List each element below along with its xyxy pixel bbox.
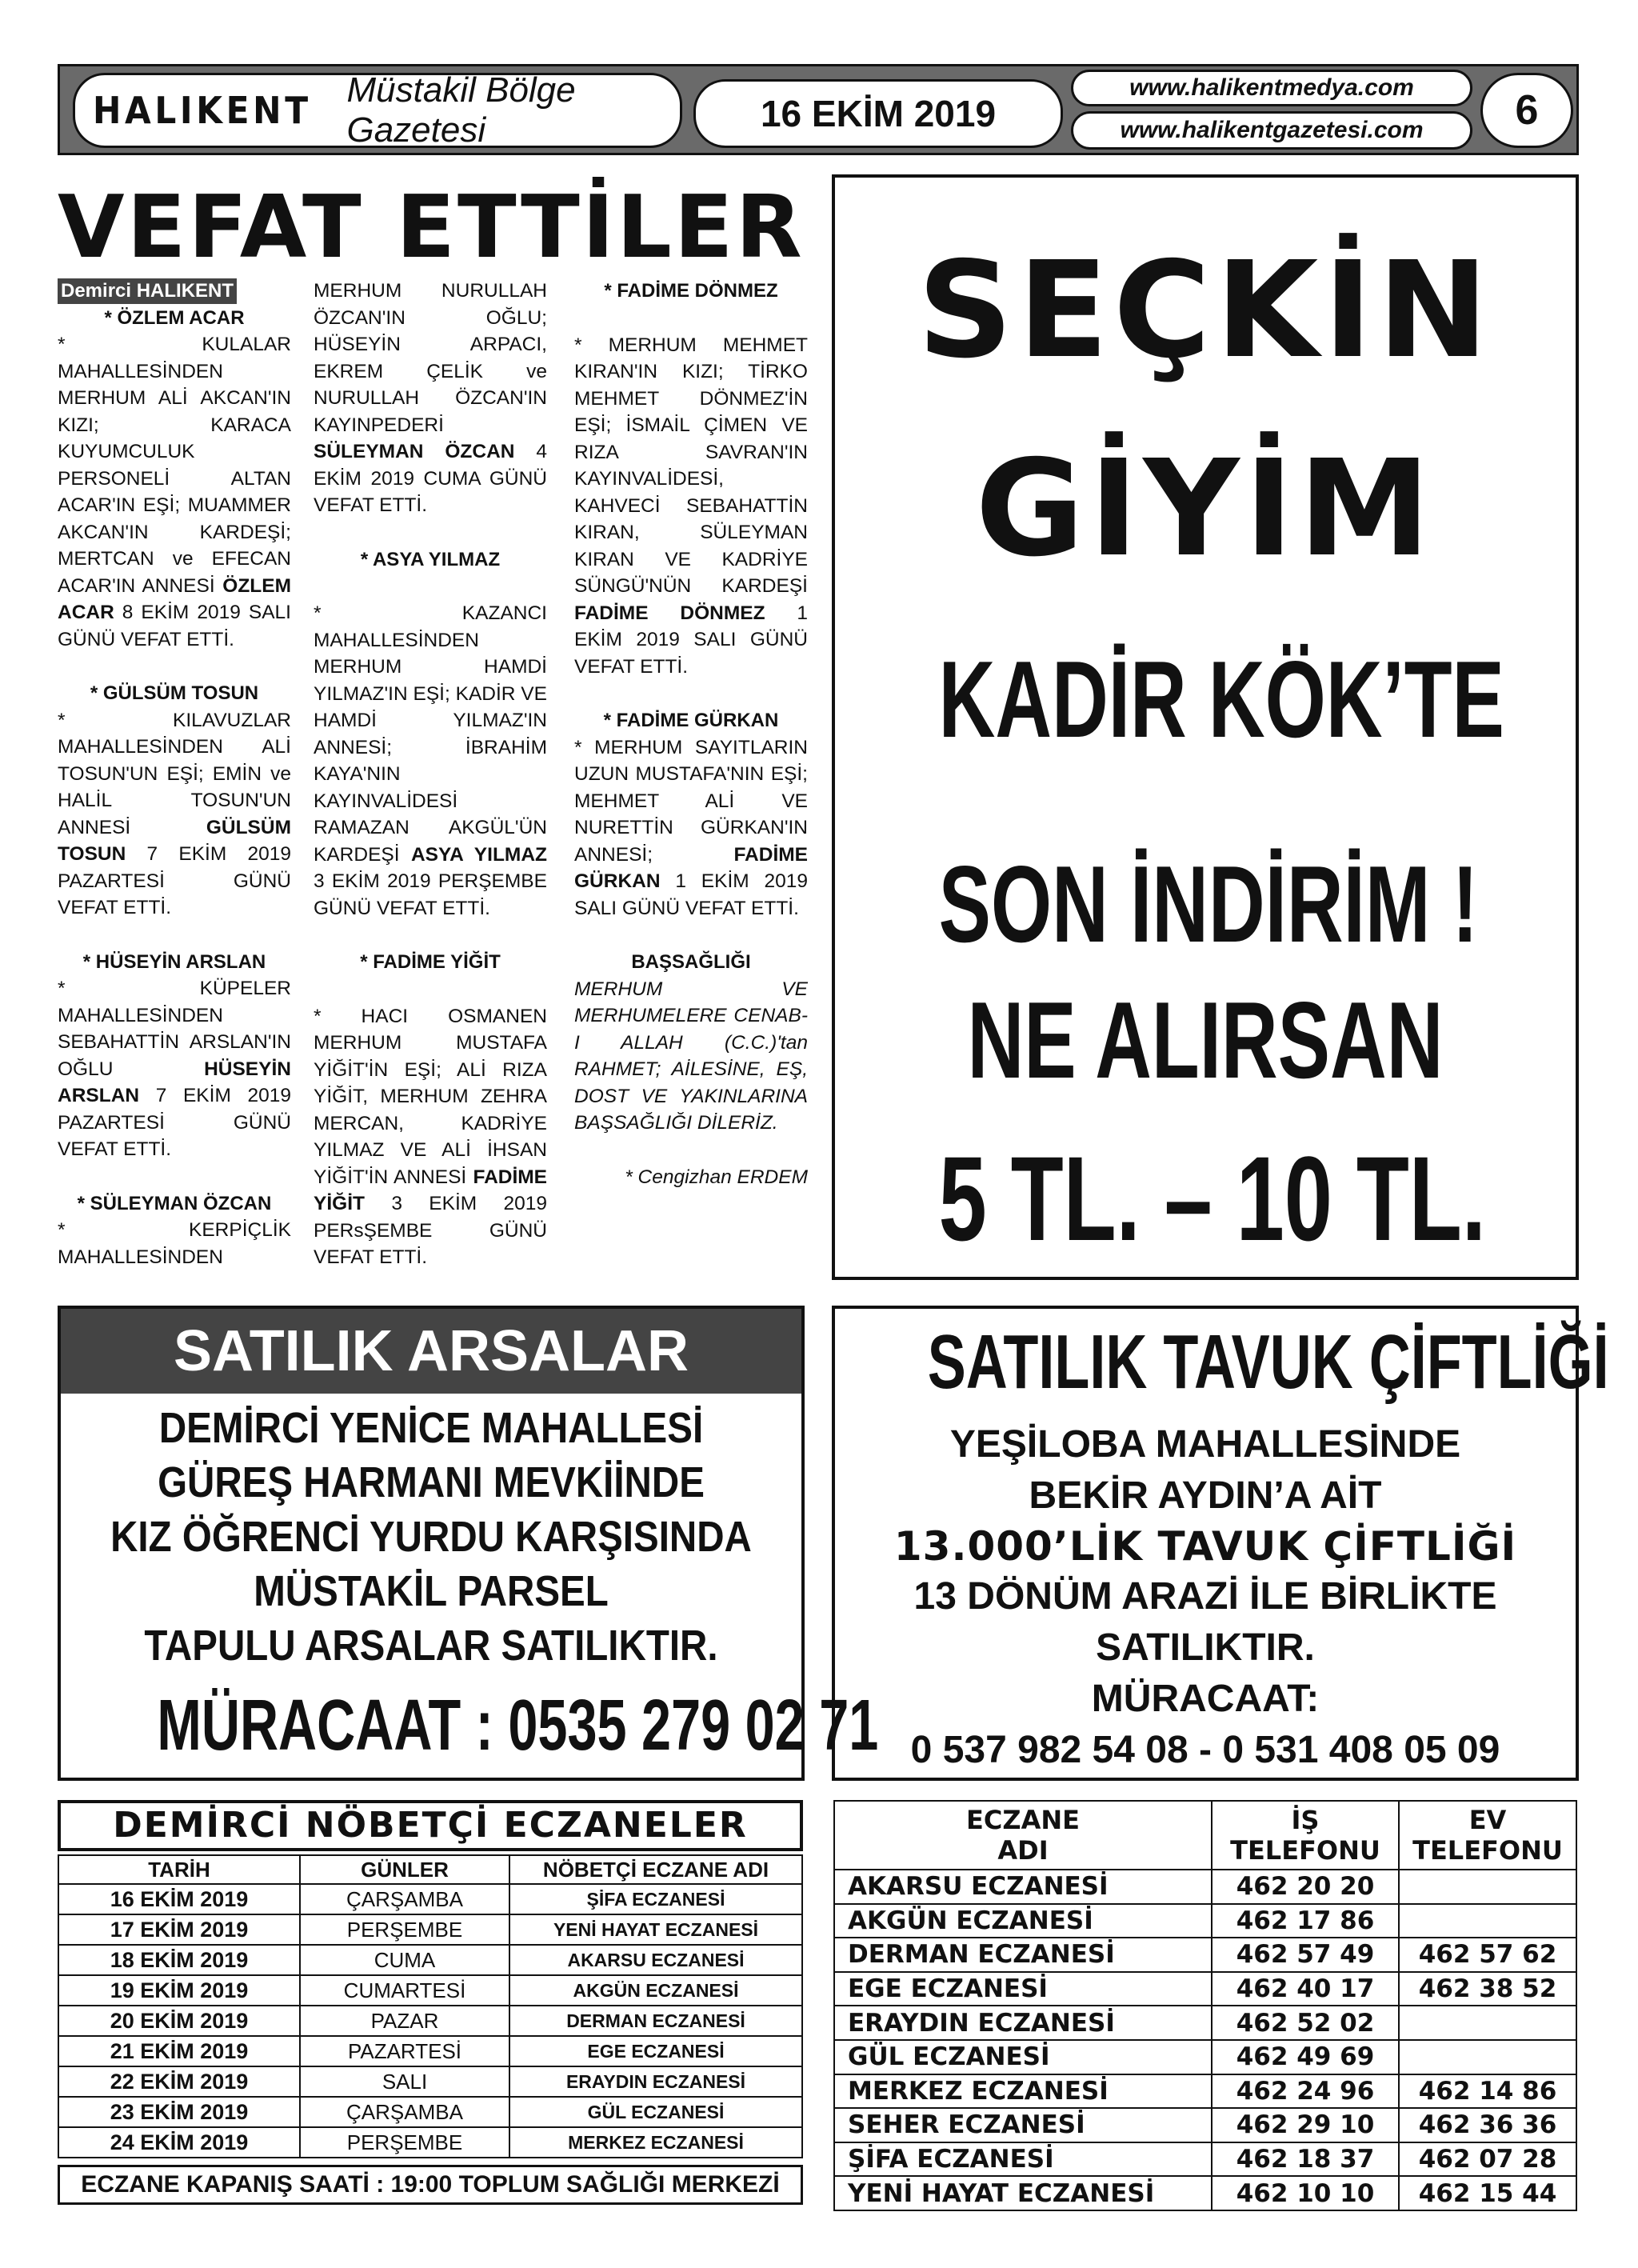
table-row: 18 EKİM 2019 CUMA AKARSU ECZANESİ	[58, 1945, 802, 1975]
table-row: EGE ECZANESİ 462 40 17 462 38 52	[834, 1972, 1576, 2006]
duty-pharmacies-title: DEMİRCİ NÖBETÇİ ECZANELER	[58, 1800, 803, 1851]
land-sale-line: MÜSTAKİL PARSEL	[254, 1567, 609, 1615]
obituary-text: * MERHUM SAYITLARIN UZUN MUSTAFA'NIN EŞİ; MEHMET ALİ VE NURETTİN GÜRKAN'IN ANNESİ; FADİME GÜRKAN 1 EKİM 2019 SALI GÜNÜ VEFAT ETTİ.	[574, 736, 808, 919]
obituary-head: * ASYA YILMAZ	[360, 548, 501, 570]
brand-subtitle: Müstakil Bölge Gazetesi	[346, 70, 576, 150]
table-row: ERAYDIN ECZANESİ 462 52 02	[834, 2006, 1576, 2040]
website-link-2[interactable]: www.halikentgazetesi.com	[1071, 111, 1472, 150]
brand-name: HALIKENT	[93, 89, 312, 132]
land-sale-title: SATILIK ARSALAR	[61, 1309, 801, 1394]
obituary-text: MERHUM NURULLAH ÖZCAN'IN OĞLU; HÜSEYİN ARPACI, EKREM ÇELİK ve NURULLAH ÖZCAN'IN KAYINPEDERİ SÜLEYMAN ÖZCAN 4 EKİM 2019 CUMA GÜNÜ VEFAT ETTİ.	[314, 280, 547, 516]
masthead	[58, 64, 1579, 155]
poultry-farm-line: 13.000’LİK TAVUK ÇİFTLİĞİ	[893, 1523, 1517, 1570]
table-row: MERKEZ ECZANESİ 462 24 96 462 14 86	[834, 2074, 1576, 2109]
table-row: AKGÜN ECZANESİ 462 17 86	[834, 1904, 1576, 1938]
poultry-farm-line: BEKİR AYDIN’A AİT	[1029, 1474, 1382, 1517]
land-sale-line: DEMİRCİ YENİCE MAHALLESİ	[158, 1404, 704, 1452]
table-row: YENİ HAYAT ECZANESİ 462 10 10 462 15 44	[834, 2176, 1576, 2210]
table-row: 19 EKİM 2019 CUMARTESİ AKGÜN ECZANESİ	[58, 1975, 802, 2006]
table-row: AKARSU ECZANESİ 462 20 20	[834, 1870, 1576, 1904]
obituary-head: * ÖZLEM ACAR	[104, 306, 245, 329]
obituary-text: * KILAVUZLAR MAHALLESİNDEN ALİ TOSUN'UN EŞİ; EMİN ve HALİL TOSUN'UN ANNESİ GÜLSÜM TOSUN 7 EKİM 2019 PAZARTESİ GÜNÜ VEFAT ETTİ.	[58, 709, 291, 918]
table-row: 20 EKİM 2019 PAZAR DERMAN ECZANESİ	[58, 2006, 802, 2036]
poultry-farm-line: YEŞİLOBA MAHALLESİNDE	[949, 1423, 1461, 1466]
ad-line-3: KADİR KÖK’TE	[938, 638, 1504, 760]
obituary-head: * FADİME DÖNMEZ	[604, 280, 778, 302]
obituary-head: * HÜSEYİN ARSLAN	[82, 950, 266, 973]
land-sale-line: KIZ ÖĞRENCİ YURDU KARŞISINDA	[110, 1513, 752, 1561]
obituary-text: * KERPİÇLİK MAHALLESİNDEN	[58, 1219, 291, 1268]
poultry-farm-line: MÜRACAAT:	[1091, 1678, 1320, 1720]
table-row: 21 EKİM 2019 PAZARTESİ EGE ECZANESİ	[58, 2036, 802, 2066]
duty-pharmacies-table	[58, 1854, 803, 2158]
ad-line-1: SEÇKİN	[917, 234, 1494, 388]
obituary-column-1	[58, 278, 291, 1270]
table-row: SEHER ECZANESİ 462 29 10 462 36 36	[834, 2108, 1576, 2142]
table-row: DERMAN ECZANESİ 462 57 49 462 57 62	[834, 1938, 1576, 1972]
website-link-1[interactable]: www.halikentmedya.com	[1071, 70, 1472, 106]
condolence-text: MERHUM VE MERHUMELERE CENAB-I ALLAH (C.C.)'tan RAHMET; AİLESİNE, EŞ, DOST VE YAKINLARINA BAŞSAĞLIĞI DİLERİZ.	[574, 978, 808, 1134]
column-header: İŞ TELEFONU	[1212, 1801, 1399, 1870]
ad-line-2: GİYİM	[975, 432, 1436, 586]
obituary-column-3	[574, 278, 808, 1190]
column-header: ECZANE ADI	[834, 1801, 1212, 1870]
table-row: GÜL ECZANESİ 462 49 69	[834, 2040, 1576, 2074]
closing-hours-note: ECZANE KAPANIŞ SAATİ : 19:00 TOPLUM SAĞLIĞI MERKEZİ	[58, 2165, 803, 2205]
poultry-farm-phone: 0 537 982 54 08 - 0 531 408 05 09	[910, 1729, 1500, 1771]
obituary-text: * HACI OSMANEN MERHUM MUSTAFA YİĞİT'İN EŞİ; ALİ RIZA YİĞİT, MERHUM ZEHRA MERCAN, KADRİYE YILMAZ VE ALİ İHSAN YİĞİT'İN ANNESİ FADİME YİĞİT 3 EKİM 2019 PERsŞEMBE GÜNÜ VEFAT ETTİ.	[314, 1005, 548, 1268]
obituary-text: * MERHUM MEHMET KIRAN'IN KIZI; TİRKO MEHMET DÖNMEZ'İN EŞİ; İSMAİL ÇİMEN VE RIZA SAVRAN'IN KAYINVALİDESİ, KAHVECİ SEBAHATTİN KIRAN, SÜLEYMAN KIRAN VE KADRİYE SÜNGÜ'NÜN KARDEŞİ FADİME DÖNMEZ 1 EKİM 2019 SALI GÜNÜ VEFAT ETTİ.	[574, 334, 808, 678]
author: * Cengizhan ERDEM	[625, 1166, 808, 1188]
column-header: GÜNLER	[300, 1855, 509, 1884]
land-sale-phone: MÜRACAAT : 0535 279 02 71	[157, 1686, 879, 1766]
obituary-column-2	[314, 278, 547, 1271]
column-header: EV TELEFONU	[1399, 1801, 1576, 1870]
obituary-head: * GÜLSÜM TOSUN	[90, 682, 259, 704]
obituary-head: * FADİME YİĞİT	[360, 951, 501, 973]
seckin-giyim-ad	[832, 174, 1579, 1280]
ad-line-5: NE ALIRSAN	[967, 979, 1444, 1101]
obituary-text: * KULALAR MAHALLESİNDEN MERHUM ALİ AKCAN'IN KIZI; KARACA KUYUMCULUK PERSONELİ ALTAN ACAR'IN EŞİ; MUAMMER AKCAN'IN KARDEŞİ; MERTCAN ve EFECAN ACAR'IN ANNESİ ÖZLEM ACAR 8 EKİM 2019 SALI GÜNÜ VEFAT ETTİ.	[58, 334, 292, 650]
table-row: ŞİFA ECZANESİ 462 18 37 462 07 28	[834, 2142, 1576, 2177]
ad-line-4: SON İNDİRİM !	[938, 843, 1479, 965]
obituary-text: * KAZANCI MAHALLESİNDEN MERHUM HAMDİ YILMAZ'IN EŞİ; KADİR VE HAMDİ YILMAZ'IN ANNESİ; İBRAHİM KAYA'NIN KAYINVALİDESİ RAMAZAN AKGÜL'ÜN KARDEŞİ ASYA YILMAZ 3 EKİM 2019 PERŞEMBE GÜNÜ VEFAT ETTİ.	[314, 602, 547, 919]
issue-date: 16 EKİM 2019	[693, 79, 1063, 148]
table-row: 16 EKİM 2019 ÇARŞAMBA ŞİFA ECZANESİ	[58, 1884, 802, 1914]
condolence-head: BAŞSAĞLIĞI	[631, 951, 751, 973]
obituary-text: * KÜPELER MAHALLESİNDEN SEBAHATTİN ARSLAN'IN OĞLU HÜSEYİN ARSLAN 7 EKİM 2019 PAZARTESİ GÜNÜ VEFAT ETTİ.	[58, 978, 291, 1160]
table-row: 17 EKİM 2019 PERŞEMBE YENİ HAYAT ECZANESİ	[58, 1914, 802, 1945]
poultry-farm-line: SATILIKTIR.	[1096, 1626, 1315, 1669]
pharmacy-phone-table	[833, 1800, 1577, 2211]
poultry-farm-title: SATILIK TAVUK ÇİFTLİĞİ	[927, 1319, 1609, 1405]
land-sale-line: GÜREŞ HARMANI MEVKİİNDE	[158, 1458, 705, 1506]
land-sale-line: TAPULU ARSALAR SATILIKTIR.	[144, 1622, 718, 1670]
column-header: NÖBETÇİ ECZANE ADI	[509, 1855, 802, 1884]
page-number: 6	[1480, 73, 1573, 148]
obituary-head: * SÜLEYMAN ÖZCAN	[77, 1192, 272, 1214]
table-row: 24 EKİM 2019 PERŞEMBE MERKEZ ECZANESİ	[58, 2127, 802, 2158]
brand-pill	[73, 70, 682, 150]
ad-line-6: 5 TL. – 10 TL.	[938, 1131, 1486, 1266]
obituary-title: VEFAT ETTİLER	[58, 178, 805, 278]
land-sale-ad	[58, 1306, 879, 1781]
table-row: 22 EKİM 2019 SALI ERAYDIN ECZANESİ	[58, 2066, 802, 2097]
obituary-head: * FADİME GÜRKAN	[603, 710, 779, 731]
poultry-farm-line: 13 DÖNÜM ARAZİ İLE BİRLİKTE	[913, 1575, 1497, 1618]
column-header: TARİH	[58, 1855, 300, 1884]
table-row: 23 EKİM 2019 ÇARŞAMBA GÜL ECZANESİ	[58, 2097, 802, 2127]
region-tag: Demirci HALIKENT	[58, 278, 237, 304]
poultry-farm-ad	[832, 1306, 1609, 1781]
